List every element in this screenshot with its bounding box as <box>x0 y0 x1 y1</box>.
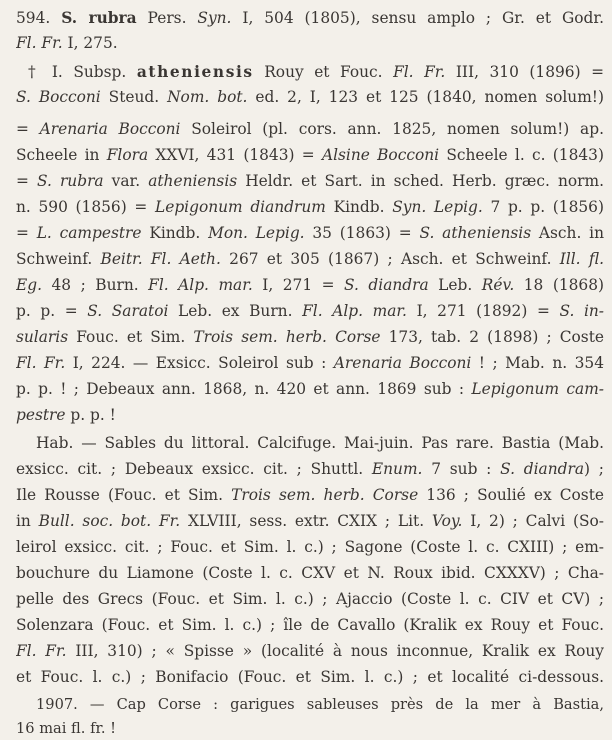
text-line <box>16 379 604 399</box>
text-segment: Enum. <box>371 460 423 478</box>
text-segment: I, 275. <box>62 34 118 52</box>
text-segment: Ile Rousse (Fouc. et Sim. <box>16 486 232 504</box>
text-segment: Fl. Fr. <box>16 354 66 372</box>
text-segment: I, 504 (1805), sensu amplo ; Gr. et Godr. <box>231 9 604 27</box>
text-segment: 16 mai fl. fr. ! <box>16 720 116 737</box>
text-segment: n. 590 (1856) = <box>16 198 155 216</box>
text-segment: III, 310) ; « Spisse » (localité à nous inconnue, Kralik ex Rouy <box>66 642 604 660</box>
text-segment: S. rubra <box>36 172 104 190</box>
text-segment: = <box>16 224 37 242</box>
text-segment: Rév. <box>481 276 515 294</box>
text-line <box>16 301 604 321</box>
text-segment: p. p. ! <box>65 406 116 424</box>
text-segment: ) ; <box>584 460 604 478</box>
text-line <box>16 275 604 295</box>
text-segment: Flora <box>106 146 149 164</box>
text-segment: = <box>16 120 40 138</box>
text-line <box>16 327 604 347</box>
text-line <box>36 695 604 715</box>
text-segment: S. in- <box>559 302 604 320</box>
text-segment: Hab. — Sables du littoral. Calcifuge. Mai-juin. Pas rare. Bastia (Mab. <box>36 434 604 452</box>
text-segment: Lepigonum diandrum <box>155 198 326 216</box>
text-line <box>16 33 604 53</box>
text-segment: S. rubra <box>61 9 137 27</box>
text-segment: Fl. Alp. mar. <box>148 276 253 294</box>
text-segment: Trois sem. herb. Corse <box>231 486 419 504</box>
text-segment: Bull. soc. bot. Fr. <box>38 512 181 530</box>
text-segment: S. Bocconi <box>16 88 101 106</box>
text-segment: Pers. <box>136 9 198 27</box>
text-segment: S. diandra <box>344 276 429 294</box>
text-line <box>16 223 604 243</box>
text-segment: Soleirol (pl. cors. ann. 1825, nomen solum!) ap. <box>180 120 604 138</box>
text-line <box>16 719 604 739</box>
text-segment: Fl. Fr. <box>16 34 63 52</box>
text-segment: Schweinf. <box>16 250 101 268</box>
text-segment: Scheele in <box>16 146 107 164</box>
text-segment: 136 ; Soulié ex Coste <box>418 486 604 504</box>
text-segment: Mon. Lepig. <box>208 224 305 242</box>
text-segment: 18 (1868) <box>514 276 604 294</box>
text-line <box>16 405 604 425</box>
text-segment: Steud. <box>100 88 168 106</box>
text-segment: pelle des Grecs (Fouc. et Sim. l. c.) ; Ajaccio (Coste l. c. CIV et CV) ; <box>16 590 604 608</box>
text-segment: Leb. ex Burn. <box>168 302 303 320</box>
text-segment: Scheele l. c. (1843) <box>439 146 604 164</box>
text-segment: Fl. Alp. mar. <box>302 302 407 320</box>
text-line <box>16 667 604 687</box>
text-line <box>16 87 604 107</box>
text-segment: I, 271 (1892) = <box>406 302 560 320</box>
text-line <box>16 563 604 583</box>
text-segment: I, 2) ; Calvi (So- <box>462 512 604 530</box>
text-segment: Heldr. et Sart. in sched. Herb. græc. norm. <box>237 172 604 190</box>
text-line <box>16 589 604 609</box>
text-segment: 35 (1863) = <box>304 224 420 242</box>
text-line <box>16 641 604 661</box>
text-segment: XLVIII, sess. extr. CXIX ; Lit. <box>180 512 432 530</box>
text-segment: 594. <box>16 9 62 27</box>
text-segment: 1907. — Cap Corse : garigues sableuses près de la mer à Bastia, <box>36 696 604 713</box>
text-line <box>16 8 604 28</box>
text-segment: Nom. bot. <box>167 88 248 106</box>
text-segment: Arenaria Bocconi <box>39 120 181 138</box>
text-segment: atheniensis <box>148 172 238 190</box>
text-segment: var. <box>103 172 149 190</box>
text-segment: Asch. in <box>531 224 604 242</box>
text-line <box>16 511 604 531</box>
text-line <box>16 459 604 479</box>
text-segment: S. diandra <box>500 460 585 478</box>
text-segment: Rouy et Fouc. <box>253 63 394 81</box>
text-segment: Trois sem. herb. Corse <box>193 328 381 346</box>
text-segment: Lepigonum cam- <box>471 380 604 398</box>
text-segment: bouchure du Liamone (Coste l. c. CXV et N. Roux ibid. CXXXV) ; Cha- <box>16 564 604 582</box>
text-line <box>16 615 604 635</box>
text-segment: I, 224. — Exsicc. Soleirol sub : <box>65 354 334 372</box>
text-segment: pestre <box>16 406 66 424</box>
text-line <box>16 485 604 505</box>
text-segment: Eg. <box>16 276 42 294</box>
text-segment: Solenzara (Fouc. et Sim. l. c.) ; île de Cavallo (Kralik ex Rouy et Fouc. <box>16 616 604 634</box>
text-segment: S. Saratoi <box>87 302 169 320</box>
text-segment: = <box>16 172 37 190</box>
text-line <box>16 249 604 269</box>
text-segment: 267 et 305 (1867) ; Asch. et Schweinf. <box>220 250 560 268</box>
text-segment: et Fouc. l. c.) ; Bonifacio (Fouc. et Sim. l. c.) ; et localité ci-dessous. <box>16 668 604 686</box>
text-segment: I, 271 = <box>252 276 345 294</box>
text-segment: exsicc. cit. ; Debeaux exsicc. cit. ; Shuttl. <box>16 460 372 478</box>
text-line <box>16 145 604 165</box>
text-segment: L. campestre <box>36 224 142 242</box>
text-segment: Fl. Fr. <box>16 642 67 660</box>
text-line <box>16 197 604 217</box>
text-segment: Voy. <box>431 512 463 530</box>
text-segment: Kindb. <box>325 198 393 216</box>
text-segment: 48 ; Burn. <box>41 276 149 294</box>
text-segment: Beitr. Fl. Aeth. <box>100 250 221 268</box>
text-segment: Arenaria Bocconi <box>333 354 472 372</box>
text-line <box>28 62 604 82</box>
text-line <box>16 119 604 139</box>
text-segment: p. p. ! ; Debeaux ann. 1868, n. 420 et ann. 1869 sub : <box>16 380 472 398</box>
text-segment: XXVI, 431 (1843) = <box>148 146 322 164</box>
text-segment: atheniensis <box>136 63 254 81</box>
text-segment: p. p. = <box>16 302 88 320</box>
text-segment: 7 p. p. (1856) <box>482 198 604 216</box>
text-segment: Kindb. <box>141 224 209 242</box>
text-segment: Fl. Fr. <box>393 63 446 81</box>
text-segment: in <box>16 512 39 530</box>
text-segment: Leb. <box>428 276 482 294</box>
text-segment: ed. 2, I, 123 et 125 (1840, nomen solum!) <box>247 88 604 106</box>
text-segment: 7 sub : <box>422 460 501 478</box>
text-segment: ! ; Mab. n. 354 <box>471 354 604 372</box>
text-segment: Alsine Bocconi <box>321 146 440 164</box>
text-segment: Ill. fl. <box>559 250 604 268</box>
text-segment: † I. Subsp. <box>28 63 137 81</box>
text-segment: S. atheniensis <box>419 224 532 242</box>
text-segment: sularis <box>16 328 69 346</box>
text-line <box>16 171 604 191</box>
text-segment: Syn. Lepig. <box>392 198 483 216</box>
text-segment: III, 310 (1896) = <box>445 63 604 81</box>
text-line <box>16 537 604 557</box>
text-line <box>36 433 604 453</box>
text-segment: leirol exsicc. cit. ; Fouc. et Sim. l. c.) ; Sagone (Coste l. c. CXIII) ; em- <box>16 538 604 556</box>
text-line <box>16 353 604 373</box>
text-segment: Fouc. et Sim. <box>68 328 194 346</box>
text-segment: 173, tab. 2 (1898) ; Coste <box>380 328 604 346</box>
text-segment: Syn. <box>197 9 232 27</box>
